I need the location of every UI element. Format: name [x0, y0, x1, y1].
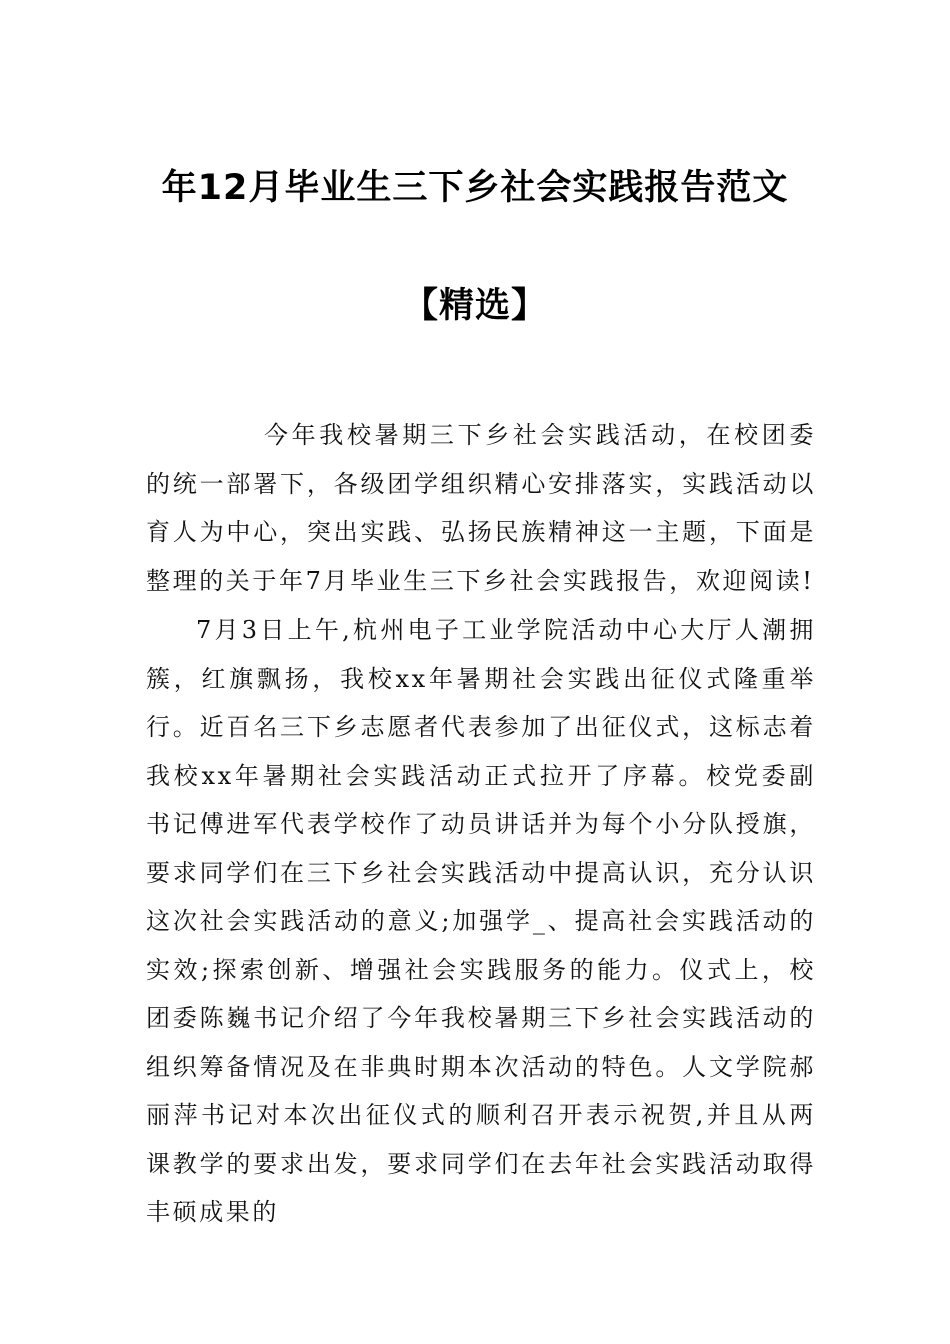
document-subtitle: 【精选】: [402, 286, 547, 326]
paragraph-body: 7月3日上午,杭州电子工业学院活动中心大厅人潮拥簇，红旗飘扬，我校xx年暑期社会实践出征仪式隆重举行。近百名三下乡志愿者代表参加了出征仪式，这标志着我校xx年暑期社会实践活动正式拉开了序幕。校党委副书记傅进军代表学校作了动员讲话并为每个小分队授旗，要求同学们在三下乡社会实践活动中提高认识，充分认识这次社会实践活动的意义;加强学_、提高社会实践活动的实效;探索创新、增强社会实践服务的能力。仪式上，校团委陈巍书记介绍了今年我校暑期三下乡社会实践活动的组织筹备情况及在非典时期本次活动的特色。人文学院郝丽萍书记对本次出征仪式的顺利召开表示祝贺,并且从两课教学的要求出发，要求同学们在去年社会实践活动取得丰硕成果的: [146, 616, 816, 1226]
paragraph-intro: 今年我校暑期三下乡社会实践活动，在校团委的统一部署下，各级团学组织精心安排落实，实践活动以育人为中心，突出实践、弘扬民族精神这一主题，下面是整理的关于年7月毕业生三下乡社会实践报告，欢迎阅读!: [146, 421, 816, 595]
document-title: 年12月毕业生三下乡社会实践报告范文: [161, 168, 789, 208]
